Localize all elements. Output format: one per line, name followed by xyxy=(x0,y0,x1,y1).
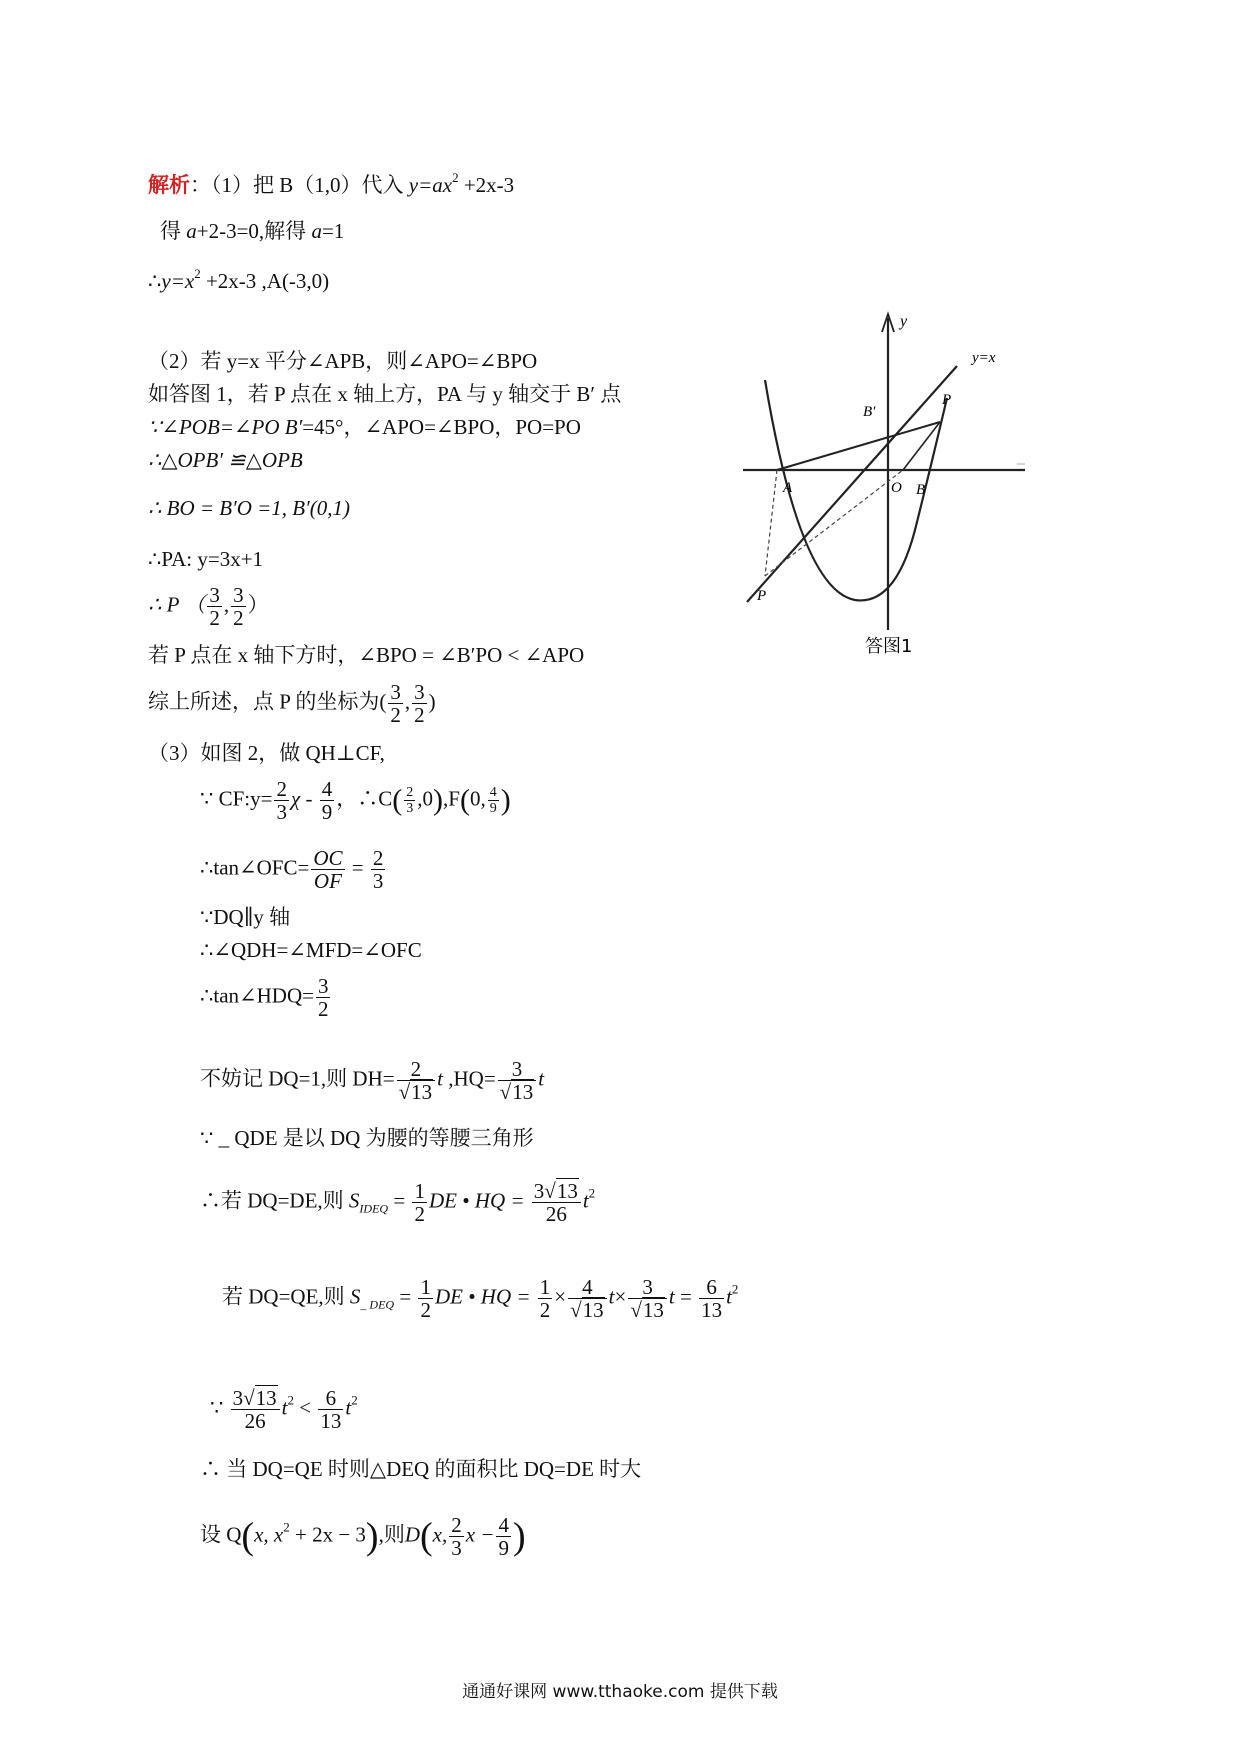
part3-line-1: （3）如图 2，做 QH⊥CF, xyxy=(148,741,385,765)
part3-line-4: ∵DQ∥y 轴 xyxy=(200,905,291,929)
part3-line-11: ∵ $\frac{3√13}{26}$ $t^2$ < $\frac{6}{13}$ $t^2$ xyxy=(210,1386,358,1433)
fraction: $\frac{3√13}{26}$ xyxy=(532,1180,581,1225)
part3-line-6: ∴tan∠HDQ= $\frac{3}{2}$ xyxy=(200,974,329,1021)
fraction: $\frac{3}{2}$ xyxy=(317,974,329,1021)
line-pa xyxy=(777,422,940,470)
part2-line-2: 如答图 1，若 P 点在 x 轴上方，PA 与 y 轴交于 B′ 点 xyxy=(148,382,622,406)
part3-line-7: 不妨记 DQ=1,则 DH= $\frac{2}{√13}$ t ,HQ= $\frac{3}{√13}$ t xyxy=(200,1057,545,1104)
solution-line-3: $\therefore y=x^2 +2x-3$ ,A(-3,0) xyxy=(148,266,330,293)
part3-line-13: 设 Q(x, $x^2 + 2x - 3$),则D(x, $\frac{2}{3}$ x − $\frac{4}{9}$ ) xyxy=(200,1513,526,1560)
page-footer: 通通好课网 www.tthaoke.com 提供下载 xyxy=(462,1682,778,1702)
fraction: $\frac{1}{2}$ xyxy=(420,1275,431,1322)
label-y: y xyxy=(900,313,908,330)
solution-line-1: 解析：（1）把 B（1,0）代入 $y=ax^2 +2x-3$ xyxy=(148,170,515,197)
fraction: $\frac{3}{2}$ xyxy=(414,680,425,727)
fraction: $\frac{1}{2}$ xyxy=(539,1275,551,1322)
fraction: $\frac{6}{13}$ xyxy=(320,1386,342,1433)
fraction: $\frac{4}{√13}$ xyxy=(568,1276,607,1321)
part2-line-5: ∴ BO = B′O =1, B′(0,1) xyxy=(148,496,350,520)
part2-line-3: ∵∠POB=∠PO B′=45°，∠APO=∠BPO，PO=PO xyxy=(148,415,581,439)
part3-line-8: ∵ _ QDE 是以 DQ 为腰的等腰三角形 xyxy=(200,1126,534,1150)
fraction: $\frac{3√13}{26}$ xyxy=(231,1387,280,1432)
fraction: $\frac{1}{2}$ xyxy=(414,1179,425,1226)
fraction: $\frac{3}{2}$ xyxy=(209,583,220,630)
parabola-diagram xyxy=(725,300,1045,660)
fraction: $\frac{4}{9}$ xyxy=(321,777,333,824)
fraction: $\frac{4}{9}$ xyxy=(489,785,497,816)
part3-line-3: ∴tan∠OFC= $\frac{OC}{OF}$ = $\frac{2}{3}$ xyxy=(200,846,384,893)
part2-line-7: ∴ P （ $\frac{3}{2}$ , $\frac{3}{2}$ ） xyxy=(148,583,269,630)
figure-answer-1 xyxy=(725,300,1045,660)
label-o: O xyxy=(891,480,902,496)
label-b-prime: B′ xyxy=(863,404,876,420)
fraction: $\frac{2}{3}$ xyxy=(451,1513,462,1560)
fraction: $\frac{3}{2}$ xyxy=(233,583,244,630)
part2-line-9: 综上所述，点 P 的坐标为( $\frac{3}{2}$ , $\frac{3}{2}$ ) xyxy=(148,680,436,727)
fraction: $\frac{3}{2}$ xyxy=(390,680,401,727)
fraction: $\frac{2}{3}$ xyxy=(406,785,414,816)
fraction: $\frac{4}{9}$ xyxy=(498,1513,509,1560)
fraction: $\frac{2}{3}$ xyxy=(276,777,287,824)
label-b: B xyxy=(916,482,926,498)
fraction: $\frac{6}{13}$ xyxy=(701,1275,723,1322)
fraction: $\frac{2}{3}$ xyxy=(372,846,384,893)
dashed-ap xyxy=(765,470,777,576)
solution-label: 解析 xyxy=(148,173,190,197)
part3-line-2: ∵ CF:y= $\frac{2}{3}$ χ - $\frac{4}{9}$ ，∴C( $\frac{2}{3}$ ,0),F(0, $\frac{4}{9}$ ) xyxy=(200,777,511,824)
fraction: $\frac{3}{√13}$ xyxy=(628,1276,667,1321)
label-p-top: P xyxy=(942,392,952,408)
part2-line-4: ∴△OPB′ ≌△OPB xyxy=(148,448,303,472)
figure-caption: 答图1 xyxy=(865,636,913,657)
part2-line-6: ∴PA: y=3x+1 xyxy=(148,547,264,571)
solution-line-2: 得 a+2-3=0,解得 a=1 xyxy=(160,219,345,243)
fraction: $\frac{3}{√13}$ xyxy=(498,1058,537,1103)
label-p-bottom: P xyxy=(757,588,767,604)
fraction: $\frac{OC}{OF}$ xyxy=(313,846,343,893)
part3-line-12: ∴ 当 DQ=QE 时则△DEQ 的面积比 DQ=DE 时大 xyxy=(200,1457,642,1481)
part3-line-10: 若 DQ=QE,则 $S_{\_ DEQ}$ = $\frac{1}{2}$ DE • HQ = $\frac{1}{2}$ × $\frac{4}{√13}$ t× $\frac{3}{√13}$ t = $\frac{6}{13}$ $t^2$ xyxy=(222,1275,739,1322)
fraction: $\frac{2}{√13}$ xyxy=(397,1058,436,1103)
part3-line-9: ∴若 DQ=DE,则 $S_{IDEQ}$ = $\frac{1}{2}$ DE • HQ = $\frac{3√13}{26}$ $t^2$ xyxy=(200,1179,596,1226)
part3-line-5: ∴∠QDH=∠MFD=∠OFC xyxy=(200,938,422,962)
label-y-equals-x: y=x xyxy=(972,350,996,366)
label-a: A xyxy=(783,480,793,496)
part2-line-1: （2）若 y=x 平分∠APB，则∠APO=∠BPO xyxy=(148,349,538,373)
part2-line-8: 若 P 点在 x 轴下方时，∠BPO = ∠B′PO < ∠APO xyxy=(148,643,585,667)
